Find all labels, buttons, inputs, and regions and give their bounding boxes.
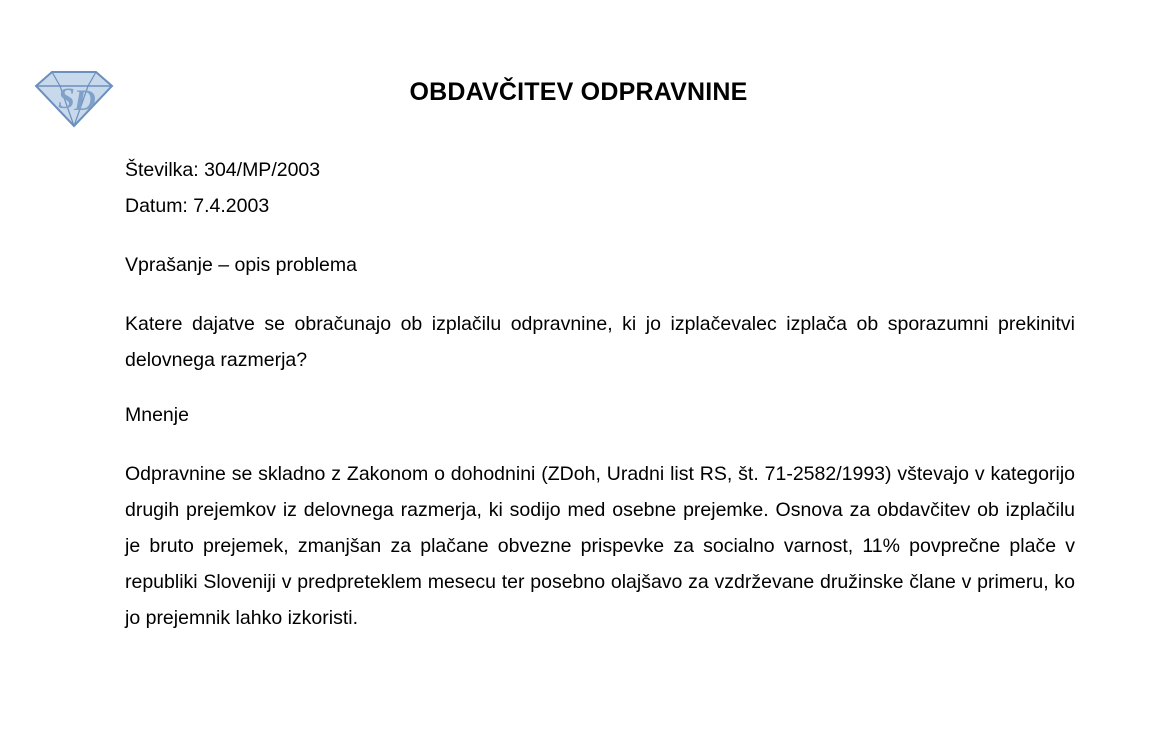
document-date: Datum: 7.4.2003: [125, 195, 270, 217]
document-number: Številka: 304/MP/2003: [125, 159, 321, 181]
spacer: [125, 280, 1075, 306]
spacer: [125, 224, 1075, 250]
section-paragraph-opinion: Odpravnine se skladno z Zakonom o dohodnini (ZDoh, Uradni list RS, št. 71-2582/1993) vštevajo v kategorijo drugih prejemkov iz delovnega razmerja, ki sodijo med osebne prejemke. Osnova za obdavčitev ob izplačilu je bruto prejemek, zmanjšan za plačane obvezne prispevke za socialno varnost, 11% povprečne plače v republiki Sloveniji v predpreteklem mesecu ter posebno olajšavo za vzdrževane družinske člane v primeru, ko jo prejemnik lahko izkoristi.: [125, 463, 1075, 629]
spacer: [125, 430, 1075, 456]
section-paragraph-question: Katere dajatve se obračunajo ob izplačilu odpravnine, ki jo izplačevalec izplača ob sporazumni prekinitvi delovnega razmerja?: [125, 313, 1075, 371]
document-body: [125, 152, 1075, 636]
page-title: OBDAVČITEV ODPRAVNINE: [409, 78, 748, 106]
section-heading-question: Vprašanje – opis problema: [125, 254, 357, 276]
spacer: [125, 378, 1075, 400]
section-heading-opinion: Mnenje: [125, 404, 189, 426]
svg-text:S: S: [58, 82, 75, 115]
svg-text:D: D: [74, 84, 96, 117]
